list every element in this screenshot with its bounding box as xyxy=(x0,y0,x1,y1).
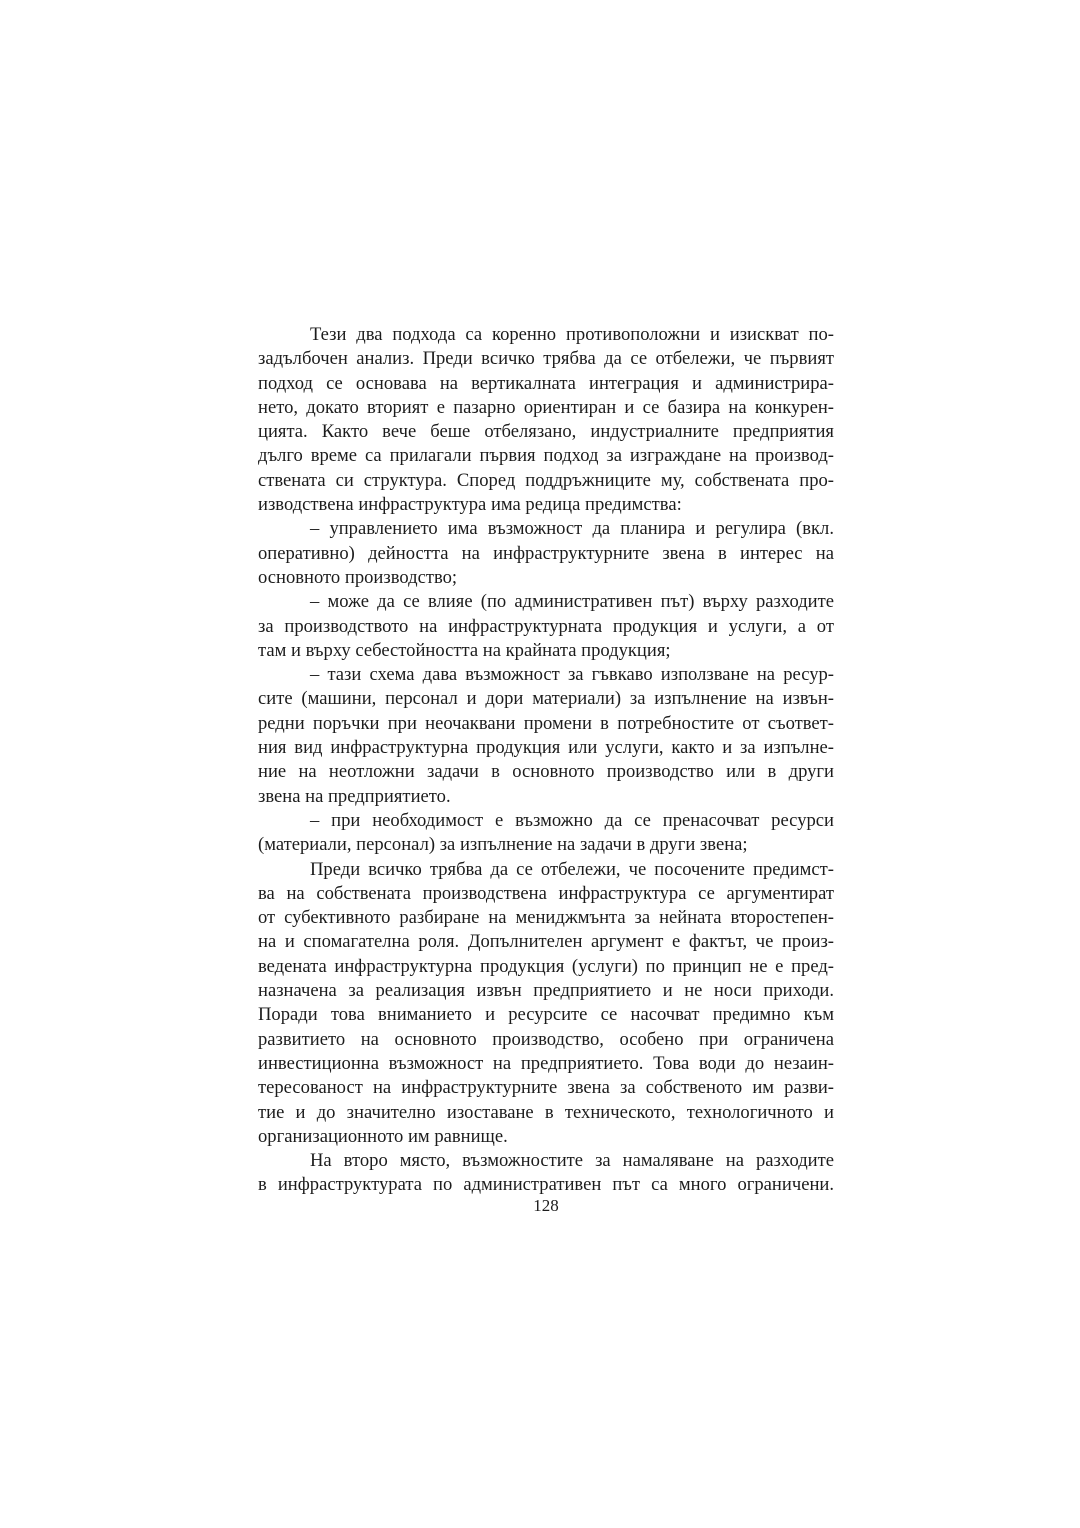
text-line: от субективното разбиране на мениджмънта за нейната второстепен- xyxy=(258,907,834,929)
text-line: ведената инфраструктурна продукция (услуги) по принцип не е пред- xyxy=(258,955,834,977)
text-line: ствената си структура. Според поддръжниците му, собствената про- xyxy=(258,469,834,491)
text-line: развитието на основното производство, особено при ограничена xyxy=(258,1028,834,1050)
text-line: – управлението има възможност да планира и регулира (вкл. xyxy=(310,518,834,540)
text-line: Поради това вниманието и ресурсите се насочват предимно към xyxy=(258,1004,834,1026)
text-line: организационното им равнище. xyxy=(258,1125,508,1147)
text-line: На второ място, възможностите за намаляване на разходите xyxy=(310,1150,834,1172)
text-line: Тези два подхода са коренно противоположни и изискват по- xyxy=(310,324,834,345)
text-line: задълбочен анализ. Преди всичко трябва да се отбележи, че първият xyxy=(258,348,834,370)
text-line: оперативно) дейността на инфраструктурните звена в интерес на xyxy=(258,542,834,564)
text-line: тие и до значително изоставане в техническото, технологичното и xyxy=(258,1101,834,1123)
text-line: назначена за реализация извън предприятието и не носи приходи. xyxy=(258,980,834,1002)
text-line: Преди всичко трябва да се отбележи, че посочените предимст- xyxy=(310,858,834,880)
text-line: на и спомагателна роля. Допълнителен аргумент е фактът, че произ- xyxy=(258,931,834,953)
text-line: – може да се влияе (по административен път) върху разходите xyxy=(310,591,834,613)
page-number: 128 xyxy=(533,1196,559,1215)
text-line: инвестиционна възможност на предприятието. Това води до незаин- xyxy=(258,1052,834,1074)
body-text xyxy=(258,323,834,1198)
text-line: редни поръчки при неочаквани промени в потребностите от съответ- xyxy=(258,712,834,734)
text-line: в инфраструктурата по административен път са много ограничени. xyxy=(258,1174,834,1196)
text-line: нето, докато вторият е пазарно ориентиран и се базира на конкурен- xyxy=(258,396,834,418)
text-line: подход се основава на вертикалната интеграция и администрира- xyxy=(258,372,834,394)
text-line: ния вид инфраструктурна продукция или услуги, както и за изпълне- xyxy=(258,737,834,759)
text-line: – при необходимост е възможно да се пренасочват ресурси xyxy=(310,809,834,831)
text-line: (материали, персонал) за изпълнение на задачи в други звена; xyxy=(258,834,748,856)
text-line: ние на неотложни задачи в основното производство или в други xyxy=(258,761,834,783)
text-line: за производството на инфраструктурната продукция и услуги, а от xyxy=(258,615,834,637)
text-line: сите (машини, персонал и дори материали) за изпълнение на извън- xyxy=(258,688,834,710)
text-line: ва на собствената производствена инфраструктура се аргументират xyxy=(258,882,834,904)
text-line: дълго време са прилагали първия подход за изграждане на производ- xyxy=(258,445,834,467)
text-line: изводствена инфраструктура има редица предимства: xyxy=(258,494,682,516)
text-line: звена на предприятието. xyxy=(258,785,451,807)
text-line: там и върху себестойността на крайната продукция; xyxy=(258,639,671,661)
text-line: – тази схема дава възможност за гъвкаво използване на ресур- xyxy=(310,664,834,686)
text-line: тересованост на инфраструктурните звена за собственото им разви- xyxy=(258,1077,834,1099)
text-line: основното производство; xyxy=(258,566,458,588)
text-line: цията. Както вече беше отбелязано, индустриалните предприятия xyxy=(258,421,834,443)
